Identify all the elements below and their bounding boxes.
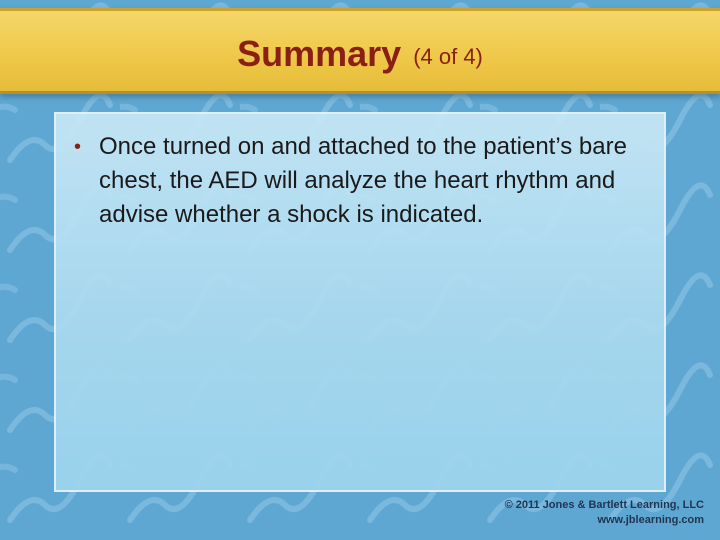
title-main: Summary <box>237 33 402 74</box>
bullet-item <box>74 130 644 232</box>
bullet-list <box>74 130 644 232</box>
copyright-footer <box>505 498 704 528</box>
copyright-text: © 2011 Jones & Bartlett Learning, LLC <box>504 499 704 511</box>
slide-title <box>0 11 720 97</box>
website-text: www.jblearning.com <box>597 514 704 526</box>
title-bar <box>0 8 720 94</box>
bullet-dot-icon: • <box>74 136 82 158</box>
bullet-text: Once turned on and attached to the patient’s bare chest, the AED will analyze the heart rhythm and advise whether a shock is indicated. <box>99 133 627 228</box>
title-subtitle: (4 of 4) <box>413 44 483 69</box>
